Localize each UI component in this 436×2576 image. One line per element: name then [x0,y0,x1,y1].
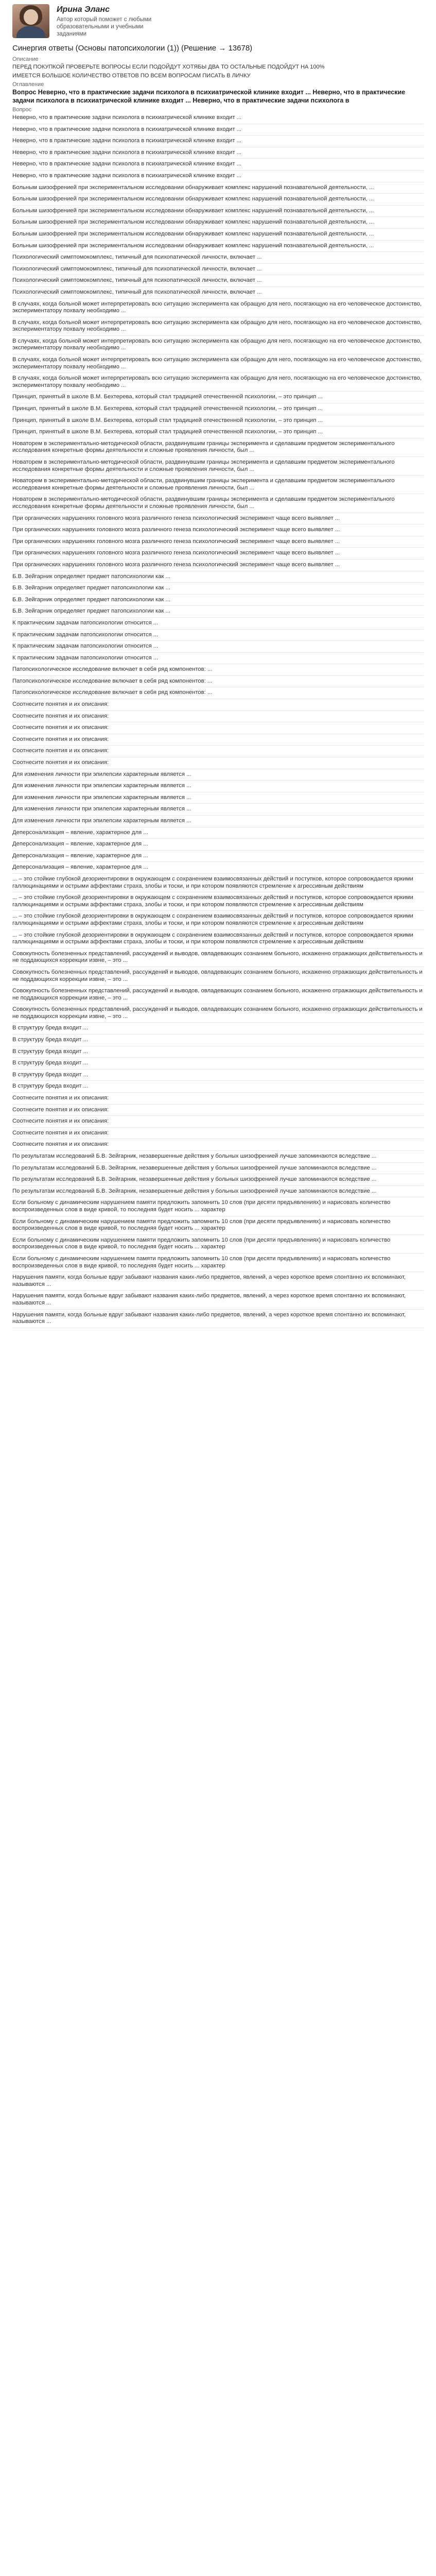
question-row[interactable]: По результатам исследований Б.В. Зейгарник, незавершенные действия у больных шизофренией лучше запоминаются вследствие ... [12,1188,424,1198]
question-row[interactable]: Соотнесите понятия и их описания: [12,701,424,711]
question-row[interactable]: В структуру бреда входит ... [12,1036,424,1046]
question-row[interactable]: При органических нарушениях головного мозга различного генеза психологический эксперимент чаще всего выявляет ... [12,538,424,548]
question-row[interactable]: При органических нарушениях головного мозга различного генеза психологический эксперимент чаще всего выявляет ... [12,549,424,560]
question-row[interactable]: Совокупность болезненных представлений, рассуждений и выводов, овладевающих сознанием больного, искаженно отражающих действительность и не поддающихся коррекции извне, – это ... [12,950,424,967]
question-row[interactable]: В структуру бреда входит ... [12,1071,424,1081]
question-row[interactable]: Новаторем в экспериментально-методической области, раздвинувшим границы эксперимента и сделавшим предметом экспериментального исследования конкретные формы деятельности и сложные проявления личности, был ... [12,477,424,494]
author-avatar[interactable] [12,4,49,38]
question-row[interactable]: По результатам исследований Б.В. Зейгарник, незавершенные действия у больных шизофренией лучше запоминаются вследствие ... [12,1164,424,1175]
question-row[interactable]: Больным шизофренией при экспериментальном исследовании обнаруживает комплекс нарушений познавательной деятельности, ... [12,242,424,252]
question-row[interactable]: Патопсихологическое исследование включает в себя ряд компонентов: ... [12,677,424,688]
question-row[interactable]: В структуру бреда входит ... [12,1059,424,1070]
description-label: Описание [12,56,39,62]
question-row[interactable]: Принцип, принятый в школе В.М. Бехтерева, который стал традицией отечественной психологии, – это принцип ... [12,417,424,427]
question-row[interactable]: Б.В. Зейгарник определяет предмет патопсихологии как ... [12,573,424,583]
question-row[interactable]: Больным шизофренией при экспериментальном исследовании обнаруживает комплекс нарушений познавательной деятельности, ... [12,184,424,194]
question-row[interactable]: В структуру бреда входит ... [12,1048,424,1058]
question-row[interactable]: Новаторем в экспериментально-методической области, раздвинувшим границы эксперимента и сделавшим предметом экспериментального исследования конкретные формы деятельности и сложные проявления личности, был ... [12,459,424,476]
question-row[interactable]: Больным шизофренией при экспериментальном исследовании обнаруживает комплекс нарушений познавательной деятельности, ... [12,218,424,229]
question-row[interactable]: Если больному с динамическим нарушением памяти предложить запомнить 10 слов (при десяти предъявлениях) и нарисовать количество воспроизведенных слов в виде кривой, то последняя будет носить ... характер [12,1255,424,1272]
question-row[interactable]: По результатам исследований Б.В. Зейгарник, незавершенные действия у больных шизофренией лучше запоминаются вследствие ... [12,1153,424,1163]
question-row[interactable]: Нарушения памяти, когда больные вдруг забывают названия каких-либо предметов, явлений, а через короткое время спонтанно их вспоминают, называются ... [12,1274,424,1291]
question-row[interactable]: Б.В. Зейгарник определяет предмет патопсихологии как ... [12,596,424,606]
question-row[interactable]: ... – это стойкие глубокой дезориентировки в окружающем с сохранением взаимосвязанных действий и поступков, которое сопровождается яркими галлюцинациями и острыми аффектами страха, злобы и тоски, и при котором появляются стремление к агрессивным действиям [12,875,424,892]
question-row[interactable]: Деперсонализация – явление, характерное для ... [12,852,424,862]
question-row[interactable]: Деперсонализация – явление, характерное для ... [12,840,424,851]
question-row[interactable]: Принцип, принятый в школе В.М. Бехтерева, который стал традицией отечественной психологии, – это принцип ... [12,393,424,403]
question-row[interactable]: Больным шизофренией при экспериментальном исследовании обнаруживает комплекс нарушений познавательной деятельности, ... [12,207,424,217]
question-row[interactable]: При органических нарушениях головного мозга различного генеза психологический эксперимент чаще всего выявляет ... [12,561,424,571]
question-row[interactable]: Соотнесите понятия и их описания: [12,1106,424,1116]
question-row[interactable]: Соотнесите понятия и их описания: [12,724,424,734]
question-row[interactable]: Патопсихологическое исследование включает в себя ряд компонентов: ... [12,689,424,699]
question-row[interactable]: В случаях, когда больной может интерпретировать всю ситуацию эксперимента как обращую для него, посягающую на его человеческое достоинство, экспериментатору похвалу необходимо ... [12,300,424,317]
question-row[interactable]: Патопсихологическое исследование включает в себя ряд компонентов: ... [12,666,424,676]
question-row[interactable]: К практическим задачам патопсихологии относится ... [12,642,424,653]
avatar-face [24,9,38,25]
description-line: ИМЕЕТСЯ БОЛЬШОЕ КОЛИЧЕСТВО ОТВЕТОВ ПО ВСЕМ ВОПРОСАМ ПИСАТЬ В ЛИЧКУ [12,72,251,79]
question-row[interactable]: Если больному с динамическим нарушением памяти предложить запомнить 10 слов (при десяти предъявлениях) и нарисовать количество воспроизведенных слов в виде кривой, то последняя будет носить ... характер [12,1218,424,1235]
question-row[interactable]: При органических нарушениях головного мозга различного генеза психологический эксперимент чаще всего выявляет ... [12,515,424,525]
question-row[interactable]: По результатам исследований Б.В. Зейгарник, незавершенные действия у больных шизофренией лучше запоминаются вследствие ... [12,1176,424,1186]
question-row[interactable]: Совокупность болезненных представлений, рассуждений и выводов, овладевающих сознанием больного, искаженно отражающих действительность и не поддающихся коррекции извне, – это ... [12,987,424,1004]
question-row[interactable]: В случаях, когда больной может интерпретировать всю ситуацию эксперимента как обращую для него, посягающую на его человеческое достоинство, экспериментатору похвалу необходимо ... [12,337,424,354]
question-row[interactable]: Психологический симптомокомплекс, типичный для психопатической личности, включает ... [12,253,424,264]
question-row[interactable]: Деперсонализация – явление, характерное для ... [12,863,424,874]
question-row[interactable]: Больным шизофренией при экспериментальном исследовании обнаруживает комплекс нарушений познавательной деятельности, ... [12,230,424,241]
question-row[interactable]: Неверно, что в практические задачи психолога в психиатрической клинике входит ... [12,126,424,136]
question-row[interactable]: Для изменения личности при эпилепсии характерным является ... [12,771,424,781]
question-row[interactable]: Совокупность болезненных представлений, рассуждений и выводов, овладевающих сознанием больного, искаженно отражающих действительность и не поддающихся коррекции извне, – это ... [12,1006,424,1023]
question-row[interactable]: Соотнесите понятия и их описания: [12,1117,424,1128]
document-title: Синергия ответы (Основы патопсихологии (1)) (Решение → 13678) [12,44,253,53]
question-list [12,114,424,1328]
question-row[interactable]: Соотнесите понятия и их описания: [12,759,424,769]
author-bio: Автор который поможет с любыми образовательными и учебными заданиями [57,16,152,37]
question-row[interactable]: Неверно, что в практические задачи психолога в психиатрической клинике входит ... [12,172,424,182]
question-row[interactable]: Соотнесите понятия и их описания: [12,747,424,757]
question-row[interactable]: ... – это стойкие глубокой дезориентировки в окружающем с сохранением взаимосвязанных действий и поступков, которое сопровождается яркими галлюцинациями и острыми аффектами страха, злобы и тоски, и при котором появляются стремление к агрессивным действиям [12,894,424,911]
toc-heading: Вопрос Неверно, что в практические задачи психолога в психиатрической клинике входит ... Неверно, что в практические задачи психолога в психиатрической клинике входит ... Неверно, что в практические задачи психолога в [12,89,406,104]
question-row[interactable]: В случаях, когда больной может интерпретировать всю ситуацию эксперимента как обращую для него, посягающую на его человеческое достоинство, экспериментатору похвалу необходимо ... [12,356,424,373]
question-row[interactable]: Психологический симптомокомплекс, типичный для психопатической личности, включает ... [12,277,424,287]
question-row[interactable]: К практическим задачам патопсихологии относится ... [12,619,424,630]
question-row[interactable]: Принцип, принятый в школе В.М. Бехтерева, который стал традицией отечественной психологии, – это принцип ... [12,405,424,415]
question-row[interactable]: Соотнесите понятия и их описания: [12,713,424,723]
question-row[interactable]: Для изменения личности при эпилепсии характерным является ... [12,794,424,804]
question-row[interactable]: Для изменения личности при эпилепсии характерным является ... [12,805,424,816]
question-row[interactable]: ... – это стойкие глубокой дезориентировки в окружающем с сохранением взаимосвязанных действий и поступков, которое сопровождается яркими галлюцинациями и острыми аффектами страха, злобы и тоски, и при котором появляются стремление к агрессивным действиям [12,931,424,948]
question-row[interactable]: Новаторем в экспериментально-методической области, раздвинувшим границы эксперимента и сделавшим предметом экспериментального исследования конкретные формы деятельности и сложные проявления личности, был ... [12,496,424,513]
question-row[interactable]: Психологический симптомокомплекс, типичный для психопатической личности, включает ... [12,289,424,299]
author-name[interactable]: Ирина Эланс [57,5,110,14]
question-row[interactable]: В структуру бреда входит ... [12,1024,424,1035]
question-row[interactable]: Соотнесите понятия и их описания: [12,1141,424,1151]
question-row[interactable]: К практическим задачам патопсихологии относится ... [12,654,424,665]
question-row[interactable]: Соотнесите понятия и их описания: [12,1094,424,1105]
question-row[interactable]: В случаях, когда больной может интерпретировать всю ситуацию эксперимента как обращую для него, посягающую на его человеческое достоинство, экспериментатору похвалу необходимо ... [12,375,424,392]
question-row[interactable]: Б.В. Зейгарник определяет предмет патопсихологии как ... [12,584,424,595]
question-row[interactable]: Для изменения личности при эпилепсии характерным является ... [12,782,424,792]
toc-sub-label: Вопрос [12,107,32,113]
question-row[interactable]: Больным шизофренией при экспериментальном исследовании обнаруживает комплекс нарушений познавательной деятельности, ... [12,195,424,206]
question-row[interactable]: Неверно, что в практические задачи психолога в психиатрической клинике входит ... [12,114,424,124]
question-row[interactable]: Нарушения памяти, когда больные вдруг забывают названия каких-либо предметов, явлений, а через короткое время спонтанно их вспоминают, называются ... [12,1311,424,1328]
question-row[interactable]: Совокупность болезненных представлений, рассуждений и выводов, овладевающих сознанием больного, искаженно отражающих действительность и не поддающихся коррекции извне, – это ... [12,969,424,986]
question-row[interactable]: ... – это стойкие глубокой дезориентировки в окружающем с сохранением взаимосвязанных действий и поступков, которое сопровождается яркими галлюцинациями и острыми аффектами страха, злобы и тоски, и при котором появляются стремление к агрессивным действиям [12,912,424,929]
question-row[interactable]: Неверно, что в практические задачи психолога в психиатрической клинике входит ... [12,137,424,147]
question-row[interactable]: Б.В. Зейгарник определяет предмет патопсихологии как ... [12,607,424,618]
description-text [12,63,424,79]
author-card[interactable] [12,4,424,40]
question-row[interactable]: Для изменения личности при эпилепсии характерным является ... [12,817,424,827]
question-row[interactable]: Соотнесите понятия и их описания: [12,1129,424,1140]
author-info [57,4,165,38]
question-row[interactable]: Неверно, что в практические задачи психолога в психиатрической клинике входит ... [12,160,424,171]
question-row[interactable]: Неверно, что в практические задачи психолога в психиатрической клинике входит ... [12,149,424,159]
question-row[interactable]: Если больному с динамическим нарушением памяти предложить запомнить 10 слов (при десяти предъявлениях) и нарисовать количество воспроизведенных слов в виде кривой, то последняя будет носить ... характер [12,1236,424,1253]
question-row[interactable]: Новаторем в экспериментально-методической области, раздвинувшим границы эксперимента и сделавшим предметом экспериментального исследования конкретные формы деятельности и сложные проявления личности, был ... [12,440,424,457]
question-row[interactable]: Нарушения памяти, когда больные вдруг забывают названия каких-либо предметов, явлений, а через короткое время спонтанно их вспоминают, называются ... [12,1292,424,1309]
avatar-body [16,26,45,38]
question-row[interactable]: В случаях, когда больной может интерпретировать всю ситуацию эксперимента как обращую для него, посягающую на его человеческое достоинство, экспериментатору похвалу необходимо ... [12,319,424,336]
question-row[interactable]: Принцип, принятый в школе В.М. Бехтерева, который стал традицией отечественной психологии, – это принцип ... [12,428,424,438]
question-row[interactable]: К практическим задачам патопсихологии относится ... [12,631,424,641]
question-row[interactable]: Соотнесите понятия и их описания: [12,736,424,746]
question-row[interactable]: Деперсонализация – явление, характерное для ... [12,829,424,839]
question-row[interactable]: Психологический симптомокомплекс, типичный для психопатической личности, включает ... [12,265,424,276]
question-row[interactable]: Если больному с динамическим нарушением памяти предложить запомнить 10 слов (при десяти предъявлениях) и нарисовать количество воспроизведенных слов в виде кривой, то последняя будет носить ... характер [12,1199,424,1216]
question-row[interactable]: При органических нарушениях головного мозга различного генеза психологический эксперимент чаще всего выявляет ... [12,526,424,536]
description-line: ПЕРЕД ПОКУПКОЙ ПРОВЕРЬТЕ ВОПРОСЫ ЕСЛИ ПОДОЙДУТ ХОТЯБЫ ДВА ТО ОСТАЛЬНЫЕ ПОДОЙДУТ НА 100% [12,64,325,70]
question-row[interactable]: В структуру бреда входит ... [12,1082,424,1093]
toc-label: Оглавление [12,81,44,88]
